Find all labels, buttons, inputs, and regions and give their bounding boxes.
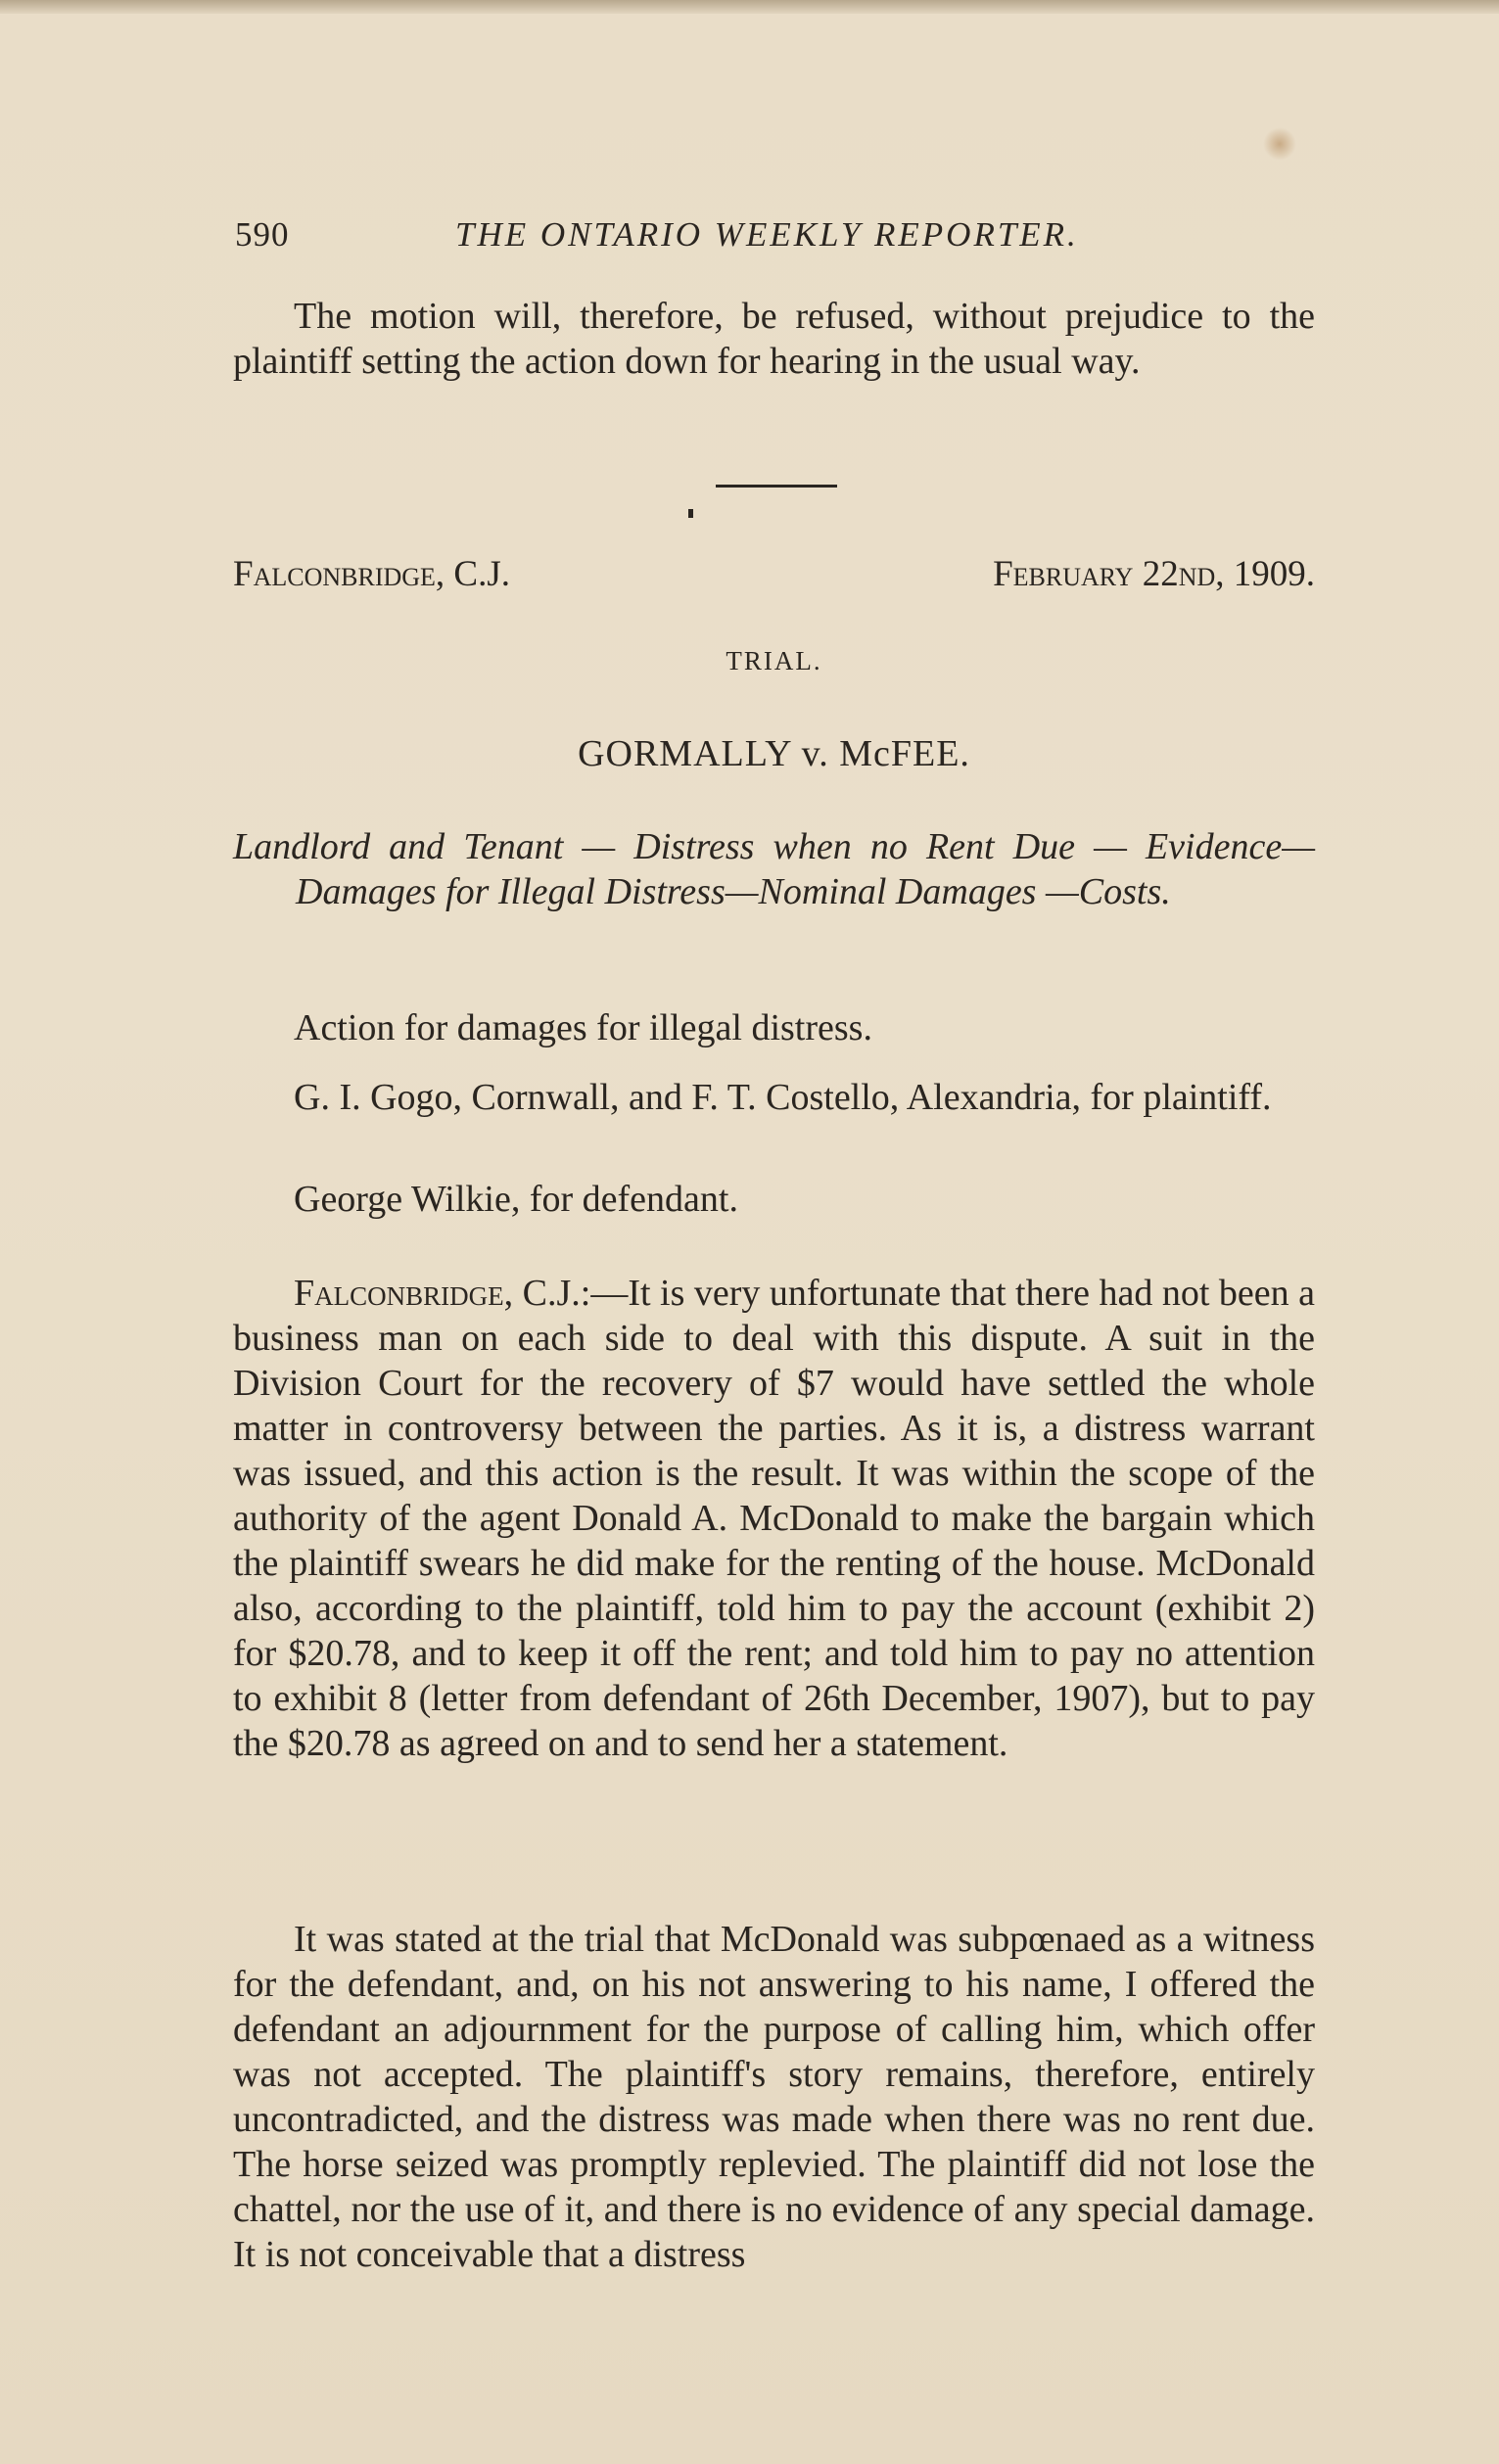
counsel-defendant-block <box>233 1177 1315 1222</box>
counsel-plaintiff-block <box>233 1075 1315 1120</box>
counsel-defendant: George Wilkie, for defendant. <box>294 1179 738 1220</box>
headnote-text: Landlord and Tenant — Distress when no Rent Due — Evidence—Damages for Illegal Distress—Nominal Damages —Costs. <box>233 826 1315 912</box>
judgment-paragraph-2: It was stated at the trial that McDonald was subpœnaed as a witness for the defendant, and, on his not answering to his name, I offered the defendant an adjournment for the purpose of calling him, which offer was not accepted. The plaintiff's story remains, therefore, entirely uncontradicted, and the distress was made when there was no rent due. The horse seized was promptly replevied. The plaintiff did not lose the chattel, nor the use of it, and there is no evidence of any special damage. It is not conceivable that a distress <box>233 1919 1315 2275</box>
headnote <box>233 824 1315 914</box>
page-header <box>235 215 1312 264</box>
opening-paragraph: The motion will, therefore, be refused, without prejudice to the plaintiff setting the action down for hearing in the usual way. <box>233 296 1315 382</box>
paper-stain <box>1263 127 1296 161</box>
trial-label: TRIAL. <box>726 646 822 675</box>
action-statement: Action for damages for illegal distress. <box>294 1007 872 1048</box>
judgment-paragraph-1-block <box>233 1271 1315 1766</box>
page-number: 590 <box>235 215 290 254</box>
judge-name: Falconbridge, C.J. <box>233 554 510 594</box>
judgment-paragraph-1-text: :—It is very unfortunate that there had not been a business man on each side to deal with this dispute. A suit in the Division Court for the recovery of $7 would have settled the whole matter in controversy between the parties. As it is, a distress warrant was issued, and this action is the result. It was within the scope of the authority of the agent Donald A. McDonald to make the bargain which the plaintiff swears he did make for the renting of the house. McDonald also, according to the plaintiff, told him to pay the account (exhibit 2) for $20.78, and to keep it off the rent; and told him to pay no attention to exhibit 8 (letter from defendant of 26th December, 1907), but to pay the $20.78 as agreed on and to send her a statement. <box>233 1273 1316 1764</box>
counsel-plaintiff: G. I. Gogo, Cornwall, and F. T. Costello, Alexandria, for plaintiff. <box>294 1077 1272 1118</box>
running-head: THE ONTARIO WEEKLY REPORTER. <box>455 215 1079 254</box>
printer-mark <box>688 509 693 518</box>
case-title: GORMALLY v. McFEE. <box>578 733 970 774</box>
decision-date: February 22nd, 1909. <box>993 554 1315 594</box>
judgment-paragraph-2-block <box>233 1917 1315 2277</box>
judgment-paragraph-1 <box>233 1271 1315 1766</box>
judgment-speaker: Falconbridge, C.J. <box>294 1273 581 1314</box>
case-judge-date-line <box>233 553 1315 598</box>
opening-paragraph-block <box>233 294 1315 384</box>
action-statement-block <box>233 1005 1315 1050</box>
section-divider <box>716 485 837 488</box>
page-top-edge <box>0 0 1499 14</box>
